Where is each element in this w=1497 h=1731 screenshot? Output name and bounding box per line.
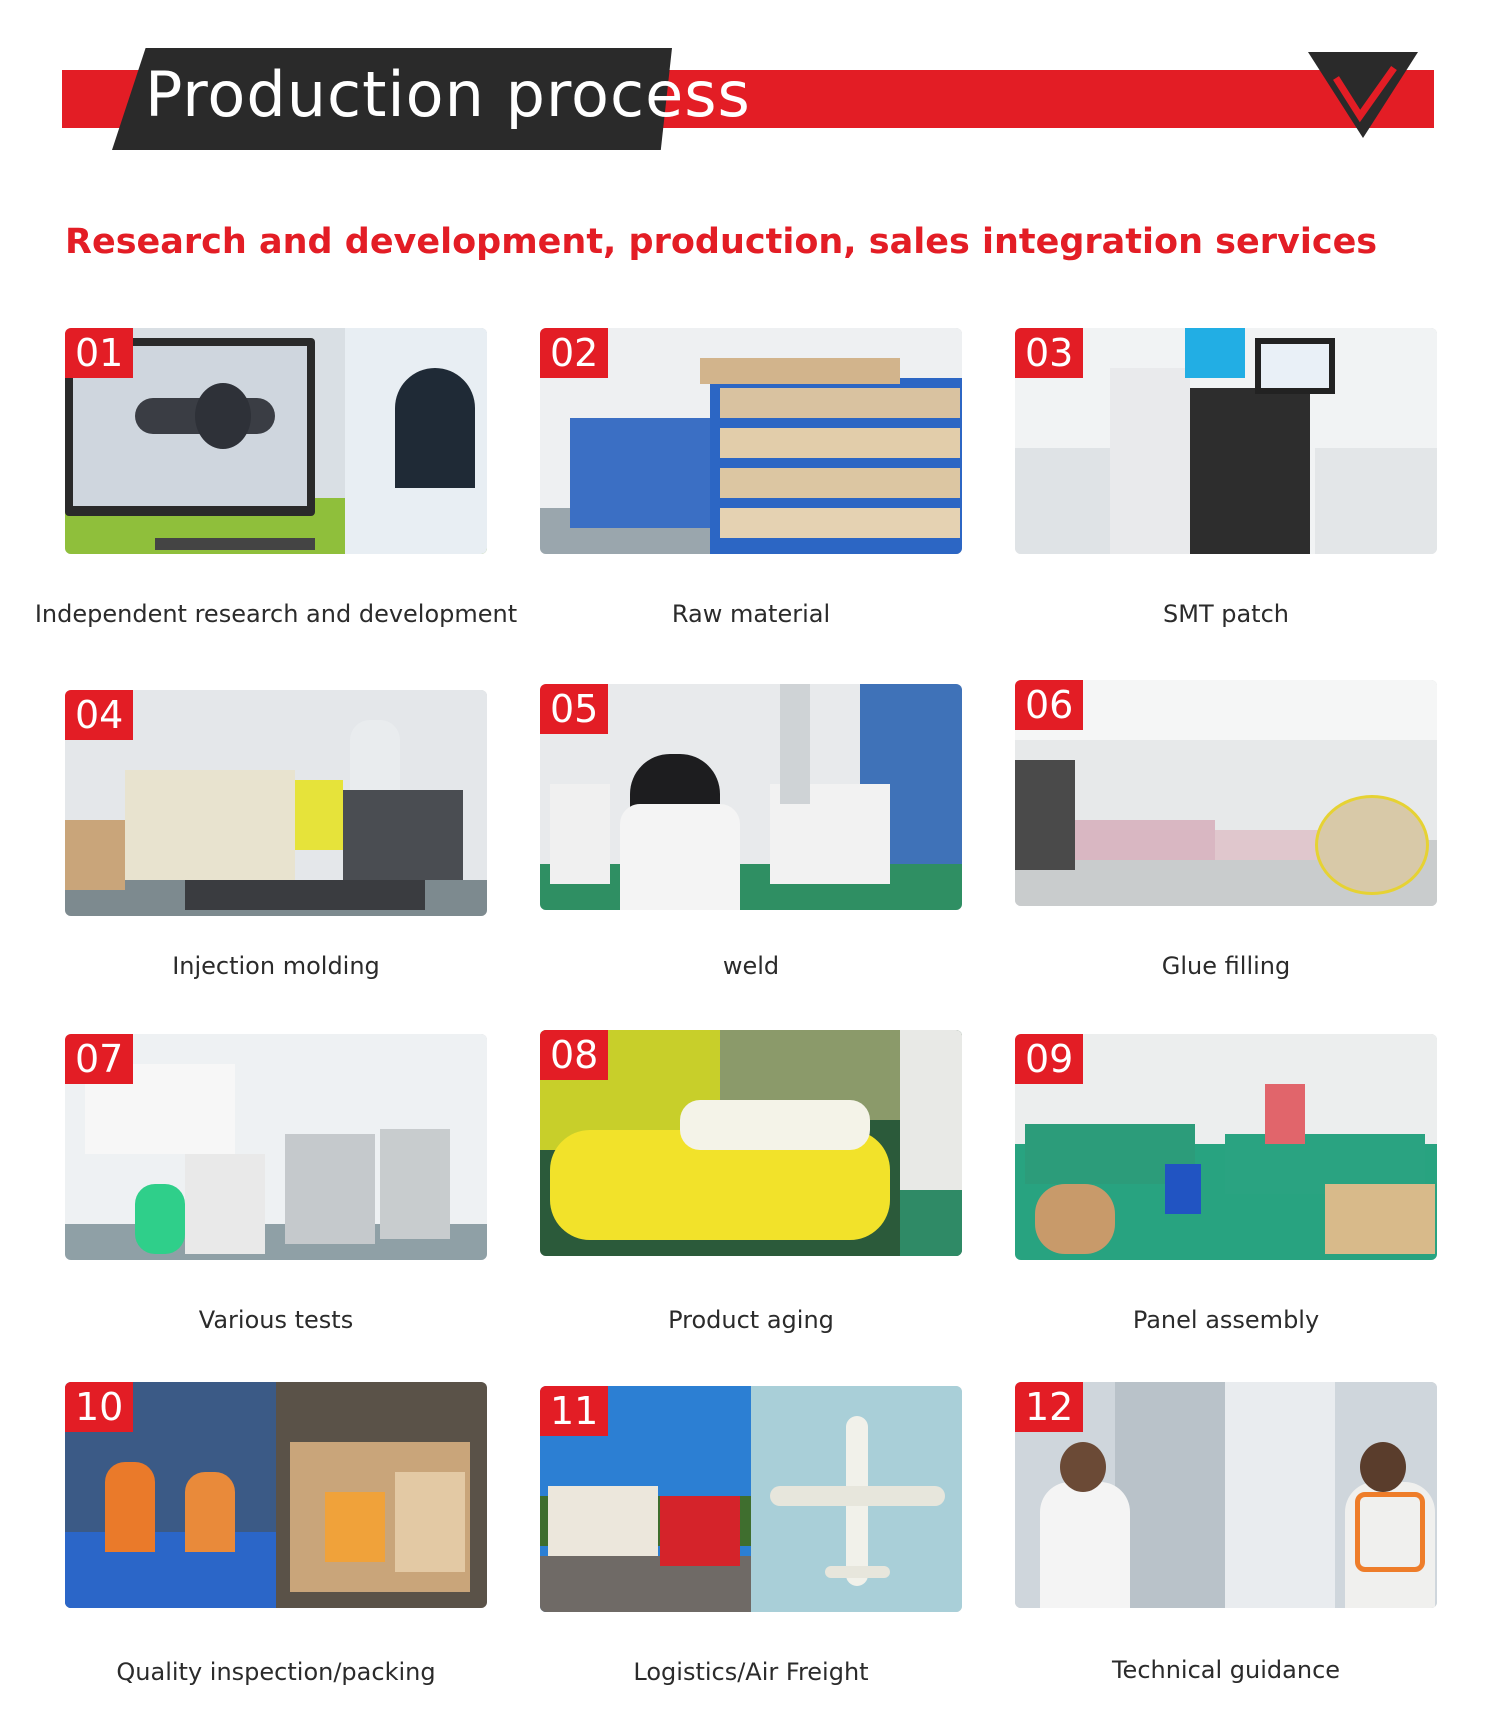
step-card xyxy=(540,1030,962,1334)
step-card xyxy=(34,328,518,628)
step-caption: Injection molding xyxy=(172,952,380,980)
step-photo xyxy=(1015,1034,1437,1260)
step-number-badge: 01 xyxy=(65,328,133,378)
step-number-badge: 12 xyxy=(1015,1382,1083,1432)
page-title: Production process xyxy=(145,58,751,131)
step-photo xyxy=(65,1382,487,1608)
step-number-badge: 10 xyxy=(65,1382,133,1432)
step-caption: Glue filling xyxy=(1161,952,1291,980)
step-number-badge: 02 xyxy=(540,328,608,378)
step-photo xyxy=(65,328,487,554)
step-caption: Technical guidance xyxy=(1111,1656,1341,1684)
step-number-badge: 03 xyxy=(1015,328,1083,378)
step-photo xyxy=(1015,680,1437,906)
step-card xyxy=(65,690,487,980)
step-photo xyxy=(65,690,487,916)
step-photo xyxy=(65,1034,487,1260)
step-number-badge: 04 xyxy=(65,690,133,740)
step-photo xyxy=(1015,1382,1437,1608)
step-card xyxy=(65,1382,487,1686)
step-card xyxy=(1015,1382,1437,1684)
step-card xyxy=(540,1386,962,1686)
step-caption: Quality inspection/packing xyxy=(116,1658,436,1686)
step-card xyxy=(1015,680,1437,980)
step-card xyxy=(540,684,962,980)
step-number-badge: 05 xyxy=(540,684,608,734)
step-card xyxy=(540,328,962,628)
step-photo xyxy=(540,328,962,554)
step-photo xyxy=(540,1386,962,1612)
step-caption: Raw material xyxy=(671,600,831,628)
step-number-badge: 09 xyxy=(1015,1034,1083,1084)
step-caption: Product aging xyxy=(668,1306,834,1334)
page-subtitle: Research and development, production, sales integration services xyxy=(65,222,1378,262)
step-photo xyxy=(1015,328,1437,554)
step-caption: weld xyxy=(722,952,780,980)
step-number-badge: 06 xyxy=(1015,680,1083,730)
step-card xyxy=(1015,1034,1437,1334)
step-caption: Panel assembly xyxy=(1132,1306,1320,1334)
step-caption: Various tests xyxy=(198,1306,354,1334)
step-card xyxy=(65,1034,487,1334)
step-caption: Independent research and development xyxy=(34,600,518,628)
v-triangle-logo-icon xyxy=(1308,52,1418,138)
step-caption: Logistics/Air Freight xyxy=(633,1658,869,1686)
step-card xyxy=(1015,328,1437,628)
step-photo xyxy=(540,684,962,910)
step-number-badge: 08 xyxy=(540,1030,608,1080)
step-number-badge: 07 xyxy=(65,1034,133,1084)
step-caption: SMT patch xyxy=(1163,600,1289,628)
step-photo xyxy=(540,1030,962,1256)
step-number-badge: 11 xyxy=(540,1386,608,1436)
